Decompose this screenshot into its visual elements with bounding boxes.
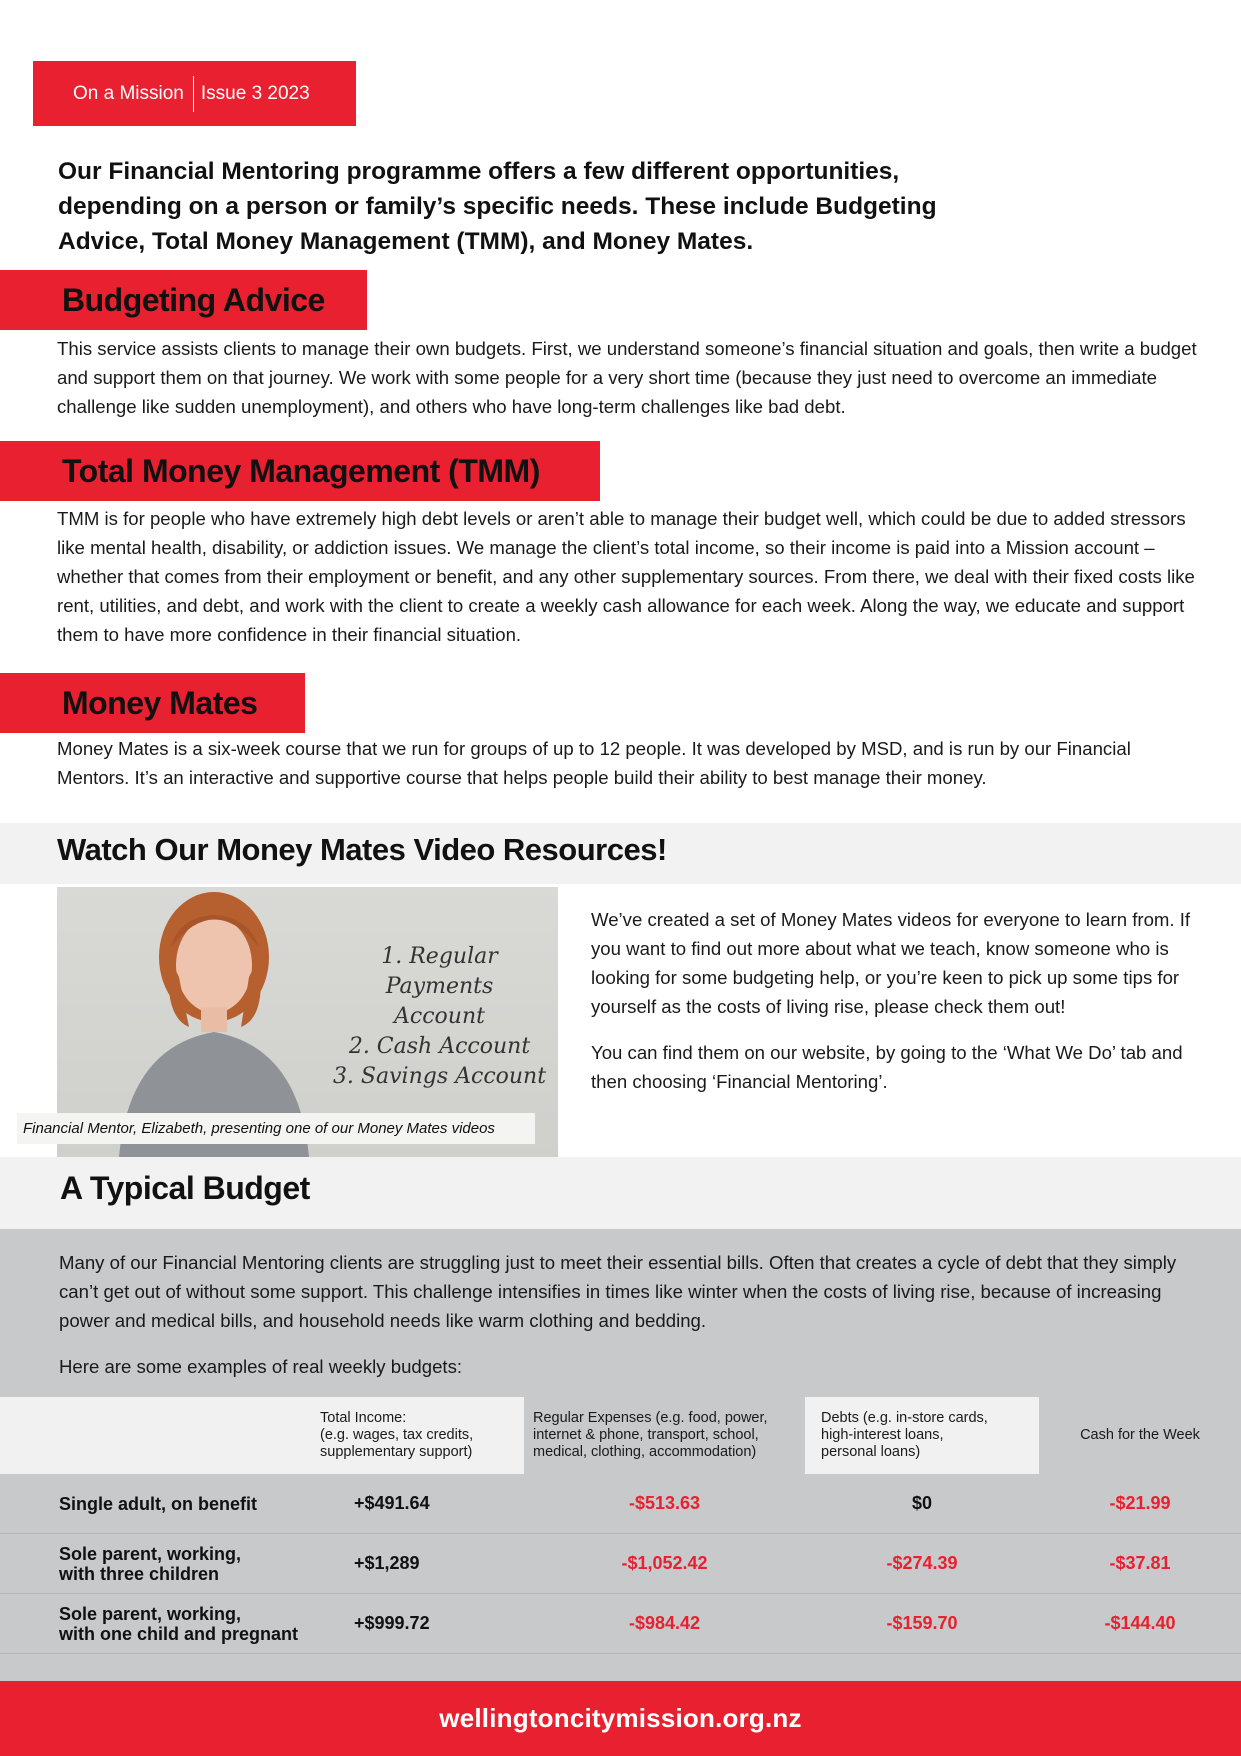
tmm-title: Total Money Management (TMM) (62, 452, 540, 489)
header-debts (805, 1397, 1039, 1474)
row-cash: -$37.81 (1109, 1553, 1171, 1573)
header-debts-label: Debts (e.g. in-store cards, high-interest loans, personal loans) (821, 1410, 988, 1460)
row-cash: -$21.99 (1109, 1493, 1171, 1513)
video-description (591, 905, 1201, 1113)
website-link[interactable]: wellingtoncitymission.org.nz (439, 1703, 802, 1733)
publication-name: On a Mission (73, 82, 184, 104)
footer-bar (0, 1681, 1241, 1756)
row-cash: -$144.40 (1104, 1613, 1176, 1633)
video-section-title: Watch Our Money Mates Video Resources! (57, 832, 667, 867)
header-cash (1039, 1397, 1241, 1474)
budgeting-advice-heading (0, 270, 367, 330)
photo-caption: Financial Mentor, Elizabeth, presenting one of our Money Mates videos (17, 1113, 535, 1144)
board-line: 3. Savings Account (332, 1064, 547, 1089)
row-debts: $0 (911, 1493, 933, 1513)
table-header-row (0, 1397, 1241, 1474)
budgeting-advice-title: Budgeting Advice (62, 281, 325, 318)
video-paragraph-2: You can find them on our website, by going to the ‘What We Do’ tab and then choosing ‘Financial Mentoring’. (591, 1042, 1183, 1092)
row-debts: -$159.70 (886, 1613, 958, 1633)
budget-description (59, 1248, 1209, 1398)
row-label: Single adult, on benefit (59, 1493, 257, 1514)
table-row (0, 1474, 1241, 1534)
header-cash-label: Cash for the Week (1080, 1427, 1200, 1443)
row-expenses: -$984.42 (628, 1613, 701, 1633)
whiteboard-text (332, 942, 547, 1092)
money-mates-heading (0, 673, 305, 733)
header-blank (0, 1397, 310, 1474)
badge-divider (193, 76, 194, 112)
money-mates-title: Money Mates (62, 684, 258, 721)
tmm-heading (0, 441, 600, 501)
video-paragraph-1: We’ve created a set of Money Mates videos for everyone to learn from. If you want to find out more about what we teach, know someone who is looking for some budgeting help, or you’re keen to pick up some tips for yourself as the costs of living rise, please check them out! (591, 909, 1191, 1017)
board-line: 2. Cash Account (348, 1034, 531, 1059)
budget-paragraph-2: Here are some examples of real weekly budgets: (59, 1356, 463, 1377)
row-income: +$999.72 (354, 1613, 430, 1633)
table-row (0, 1594, 1241, 1654)
board-line: 1. Regular Payments (381, 944, 498, 999)
row-debts: -$274.39 (886, 1553, 958, 1573)
issue-label: Issue 3 2023 (200, 82, 310, 104)
budgeting-advice-body: This service assists clients to manage their own budgets. First, we understand someone’s financial situation and goals, then write a budget and support them on that journey. We work with some people for a very short time (because they just need to overcome an immediate challenge like sudden unemployment), and others who have long-term challenges like bad debt. (57, 338, 1197, 417)
tmm-body: TMM is for people who have extremely high debt levels or aren’t able to manage their budget well, which could be due to added stressors like mental health, disability, or addiction issues. We manage the client’s total income, so their income is paid into a Mission account – whether that comes from their employment or benefit, and any other supplementary sources. From there, we deal with their fixed costs like rent, utilities, and debt, and work with the client to create a weekly cash allowance for each week. Along the way, we educate and support them to have more confidence in their financial situation. (57, 508, 1195, 645)
money-mates-body: Money Mates is a six-week course that we run for groups of up to 12 people. It was developed by MSD, and is run by our Financial Mentors. It’s an interactive and supportive course that helps people build their ability to best manage their money. (57, 738, 1131, 788)
header-income-label: Total Income: (e.g. wages, tax credits, supplementary support) (320, 1410, 474, 1460)
row-label: Sole parent, working, with three children (59, 1543, 242, 1584)
budget-table (0, 1397, 1241, 1654)
budget-section-title: A Typical Budget (60, 1170, 310, 1206)
row-expenses: -$513.63 (628, 1493, 701, 1513)
header-expenses-label: Regular Expenses (e.g. food, power, internet & phone, transport, school, medical, clothing, accommodation) (533, 1410, 768, 1460)
budget-paragraph-1: Many of our Financial Mentoring clients are struggling just to meet their essential bills. Often that creates a cycle of debt that they simply can’t get out of without some support. This challenge intensifies in times like winter when the costs of living rise, because of increasing power and medical bills, and household needs like warm clothing and bedding. (59, 1252, 1177, 1331)
issue-badge (33, 61, 356, 126)
row-expenses: -$1,052.42 (621, 1553, 708, 1573)
board-line: Account (394, 1004, 485, 1029)
intro-paragraph: Our Financial Mentoring programme offers a few different opportunities, depending on a person or family’s specific needs. These include Budgeting Advice, Total Money Management (TMM), and Money Mates. (58, 158, 937, 255)
row-income: +$491.64 (354, 1493, 430, 1513)
row-label: Sole parent, working, with one child and pregnant (59, 1603, 299, 1644)
header-income (310, 1397, 524, 1474)
row-income: +$1,289 (354, 1553, 420, 1573)
header-expenses (524, 1397, 805, 1474)
table-row (0, 1534, 1241, 1594)
